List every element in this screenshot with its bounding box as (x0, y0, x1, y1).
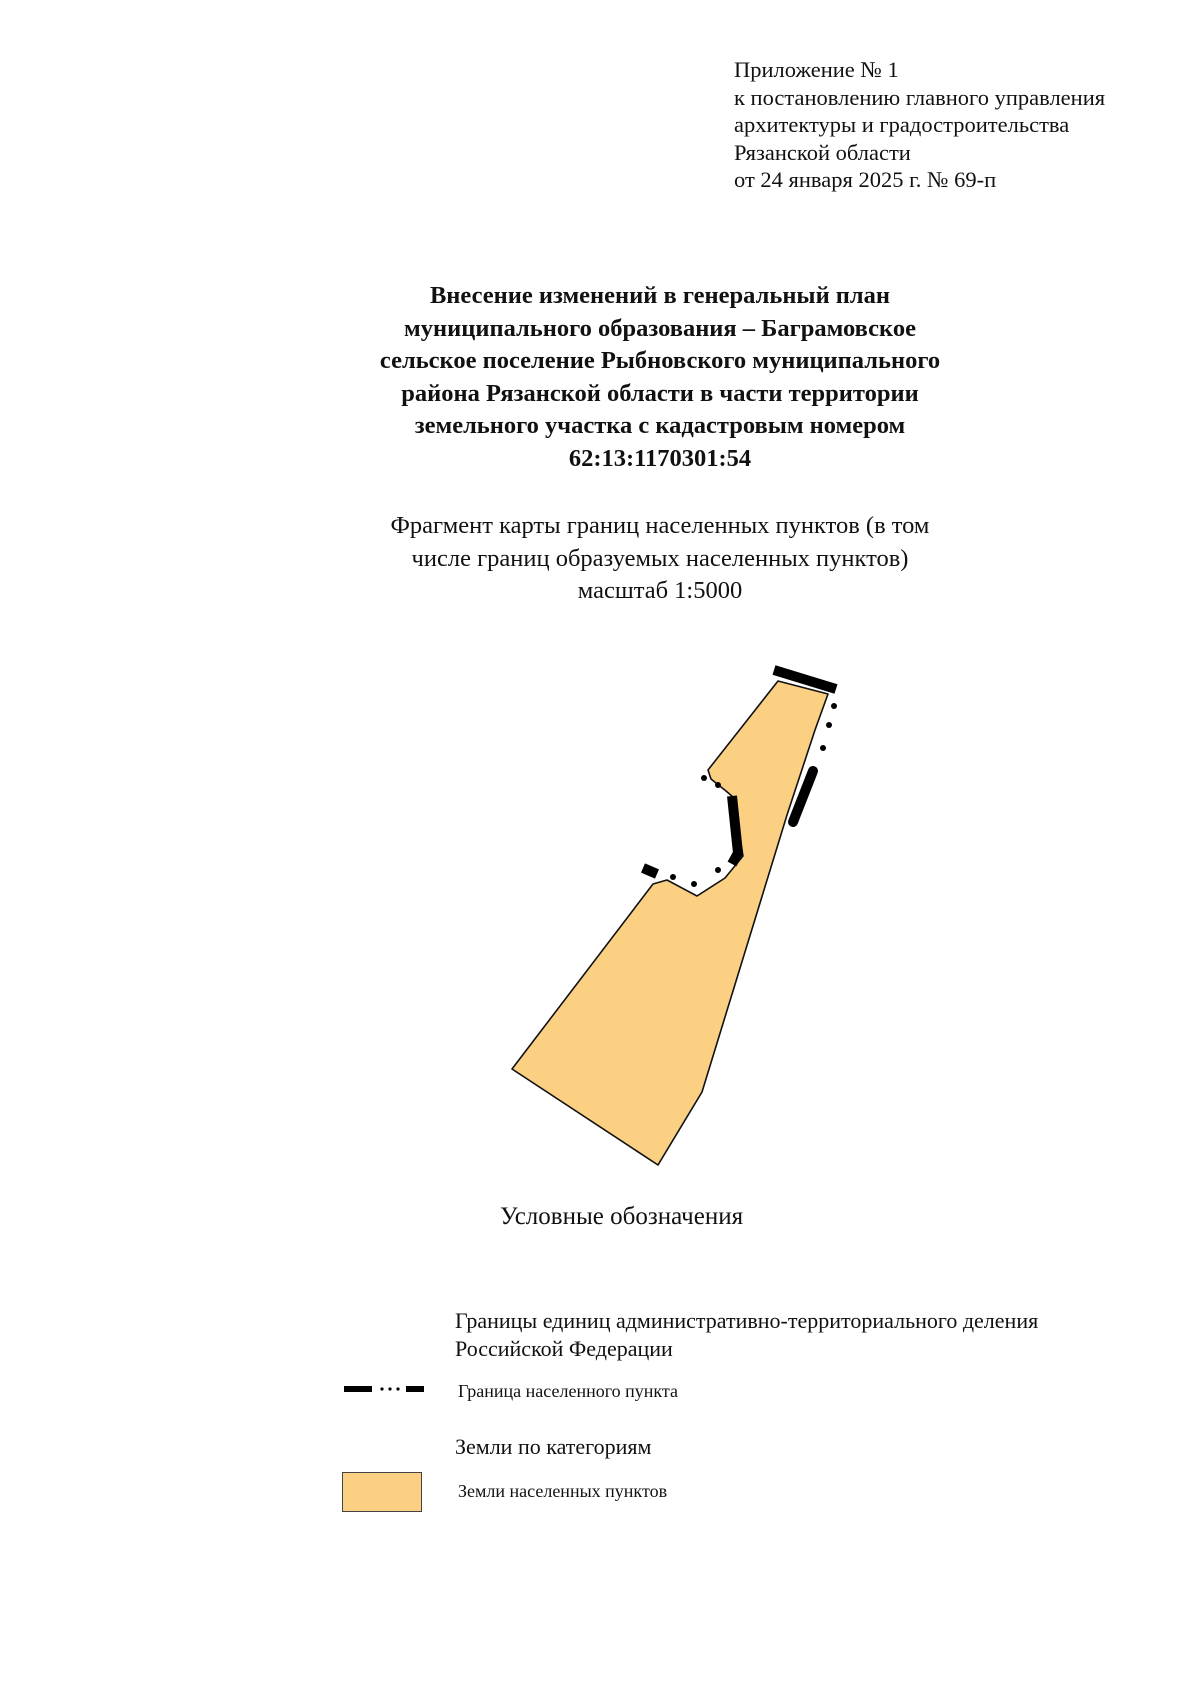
subtitle-line: масштаб 1:5000 (577, 577, 743, 604)
appendix-line: к постановлению главного управления (734, 84, 1106, 110)
legend-categories-heading: Земли по категориям (455, 1434, 652, 1459)
legend-admin-heading: Границы единиц административно-территориального деления Российской Федерации (455, 1308, 1039, 1361)
appendix-line: от 24 января 2025 г. № 69-п (734, 167, 997, 192)
boundary-dot (826, 722, 832, 728)
boundary-dot (670, 874, 676, 880)
title-line: сельское поселение Рыбновского муниципального (379, 347, 941, 374)
boundary-dot (715, 782, 721, 788)
boundary-dash (732, 796, 738, 864)
title-line: Внесение изменений в генеральный план (429, 282, 891, 309)
boundary-dot (701, 775, 707, 781)
boundary-dot (691, 881, 697, 887)
appendix-line: архитектуры и градостроительства (734, 112, 1070, 137)
border-legend-label: Граница населенного пункта (458, 1381, 678, 1401)
appendix-line: Рязанской области (734, 139, 911, 165)
subtitle-line: Фрагмент карты границ населенных пунктов (в том (390, 512, 930, 539)
land-settlement-swatch (342, 1472, 422, 1512)
boundary-dot (820, 745, 826, 751)
title-line: 62:13:1170301:54 (568, 444, 752, 472)
title-line: района Рязанской области в части территории (401, 379, 919, 407)
boundary-dot (831, 703, 837, 709)
boundary-dash (643, 868, 657, 874)
title-line: муниципального образования – Баграмовское (404, 314, 916, 342)
subtitle-line: числе границ образуемых населенных пунктов) (411, 544, 909, 572)
land-legend-label: Земли населенных пунктов (458, 1481, 668, 1501)
land-parcel (512, 681, 828, 1165)
legend-title: Условные обозначения (500, 1203, 744, 1230)
border-line-symbol (338, 1382, 428, 1396)
appendix-line: Приложение № 1 (734, 57, 899, 82)
title-line: земельного участка с кадастровым номером (414, 412, 906, 439)
boundary-dot (715, 867, 721, 873)
